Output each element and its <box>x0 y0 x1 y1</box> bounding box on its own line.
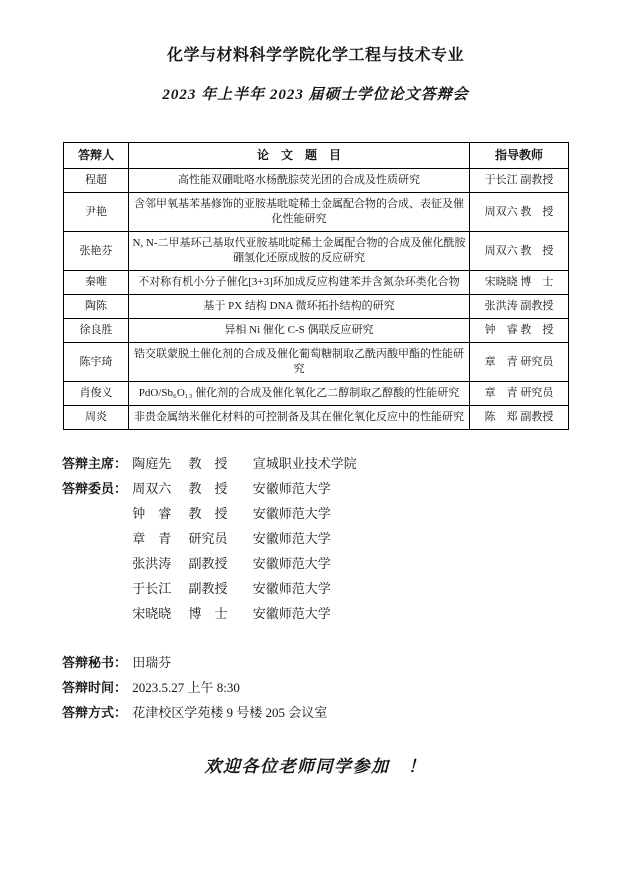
venue-value: 花津校区学苑楼 9 号楼 205 会议室 <box>132 705 328 720</box>
col-header-thesis-title: 论 文 题 目 <box>129 143 470 169</box>
advisor-name: 钟 睿 教 授 <box>470 319 569 343</box>
defender-name: 周炎 <box>64 406 129 430</box>
secretary-row <box>62 650 631 675</box>
thesis-title: 基于 PX 结构 DNA 微环拓扑结构的研究 <box>129 295 470 319</box>
committee-member-title: 副教授 <box>188 581 228 596</box>
advisor-name: 陈 郑 副教授 <box>470 406 569 430</box>
col-header-defender: 答辩人 <box>64 143 129 169</box>
page-subtitle: 2023 年上半年 2023 届硕士学位论文答辩会 <box>162 87 469 103</box>
chair-title: 教 授 <box>188 456 228 471</box>
defender-name: 陶陈 <box>64 295 129 319</box>
defense-schedule-table <box>63 142 569 430</box>
chair-institution: 宣城职业技术学院 <box>252 456 357 471</box>
committee-member-institution: 安徽师范大学 <box>252 581 331 596</box>
defender-name: 陈宇琦 <box>64 343 129 382</box>
committee-member-title: 副教授 <box>188 556 228 571</box>
secretary-label: 答辩秘书： <box>62 655 128 670</box>
committee-member-title: 博 士 <box>188 606 228 621</box>
defender-name: 张艳芬 <box>64 232 129 271</box>
defender-name: 秦唯 <box>64 271 129 295</box>
secretary-name: 田瑞芬 <box>132 655 172 670</box>
committee-label: 答辩委员： <box>62 481 128 496</box>
advisor-name: 周双六 教 授 <box>470 232 569 271</box>
table-row <box>64 382 569 406</box>
venue-row <box>62 700 631 725</box>
time-value: 2023.5.27 上午 8:30 <box>132 680 240 695</box>
committee-member-institution: 安徽师范大学 <box>252 481 331 496</box>
committee-row <box>62 526 631 551</box>
committee-row <box>62 576 631 601</box>
committee-row <box>62 601 631 626</box>
chair-row <box>62 451 631 476</box>
advisor-name: 宋晓晓 博 士 <box>470 271 569 295</box>
chair-label: 答辩主席： <box>62 456 128 471</box>
advisor-name: 章 青 研究员 <box>470 382 569 406</box>
advisor-name: 张洪涛 副教授 <box>470 295 569 319</box>
committee-member-institution: 安徽师范大学 <box>252 606 331 621</box>
thesis-title: 高性能双硼吡咯水杨酰腙荧光团的合成及性质研究 <box>129 169 470 193</box>
defender-name: 尹艳 <box>64 193 129 232</box>
committee-member-name: 周双六 <box>132 481 172 496</box>
advisor-name: 周双六 教 授 <box>470 193 569 232</box>
committee-member-name: 张洪涛 <box>132 556 172 571</box>
committee-member-title: 教 授 <box>188 481 228 496</box>
defender-name: 徐良胜 <box>64 319 129 343</box>
advisor-name: 章 青 研究员 <box>470 343 569 382</box>
table-row <box>64 169 569 193</box>
committee-member-title: 教 授 <box>188 506 228 521</box>
committee-member-name: 钟 睿 <box>132 506 172 521</box>
time-label: 答辩时间： <box>62 680 128 695</box>
thesis-title: N, N-二甲基环己基取代亚胺基吡啶稀土金属配合物的合成及催化酰胺硼氢化还原成胺的反应研究 <box>129 232 470 271</box>
committee-row <box>62 476 631 501</box>
table-row <box>64 343 569 382</box>
committee-member-title: 研究员 <box>188 531 228 546</box>
defender-name: 程超 <box>64 169 129 193</box>
advisor-name: 于长江 副教授 <box>470 169 569 193</box>
welcome-message: 欢迎各位老师同学参加 ！ <box>204 757 427 776</box>
thesis-title: 锆交联蒙脱土催化剂的合成及催化葡萄糖制取乙酰丙酸甲酯的性能研究 <box>129 343 470 382</box>
committee-member-name: 于长江 <box>132 581 172 596</box>
venue-label: 答辩方式： <box>62 705 128 720</box>
committee-member-name: 章 青 <box>132 531 172 546</box>
committee-member-institution: 安徽师范大学 <box>252 531 331 546</box>
defender-name: 肖俊义 <box>64 382 129 406</box>
table-row <box>64 232 569 271</box>
committee-row <box>62 501 631 526</box>
table-row <box>64 319 569 343</box>
table-header-row <box>64 143 569 169</box>
table-row <box>64 406 569 430</box>
thesis-title: 非贵金属纳米催化材料的可控制备及其在催化氧化反应中的性能研究 <box>129 406 470 430</box>
chair-name: 陶庭先 <box>132 456 172 471</box>
page-title: 化学与材料科学学院化学工程与技术专业 <box>166 47 464 64</box>
committee-member-name: 宋晓晓 <box>132 606 172 621</box>
col-header-advisor: 指导教师 <box>470 143 569 169</box>
thesis-title: 含邻甲氧基苯基修饰的亚胺基吡啶稀土金属配合物的合成、表征及催化性能研究 <box>129 193 470 232</box>
section-gap <box>62 626 631 650</box>
committee-member-institution: 安徽师范大学 <box>252 556 331 571</box>
committee-row <box>62 551 631 576</box>
table-row <box>64 271 569 295</box>
table-row <box>64 295 569 319</box>
defense-info-section <box>62 451 631 725</box>
thesis-title: PdO/Sb₆O₁₃ 催化剂的合成及催化氧化乙二醇制取乙醇酸的性能研究 <box>129 382 470 406</box>
committee-member-institution: 安徽师范大学 <box>252 506 331 521</box>
thesis-title: 异相 Ni 催化 C-S 偶联反应研究 <box>129 319 470 343</box>
table-row <box>64 193 569 232</box>
thesis-title: 不对称有机小分子催化[3+3]环加成反应构建苯并含氮杂环类化合物 <box>129 271 470 295</box>
time-row <box>62 675 631 700</box>
